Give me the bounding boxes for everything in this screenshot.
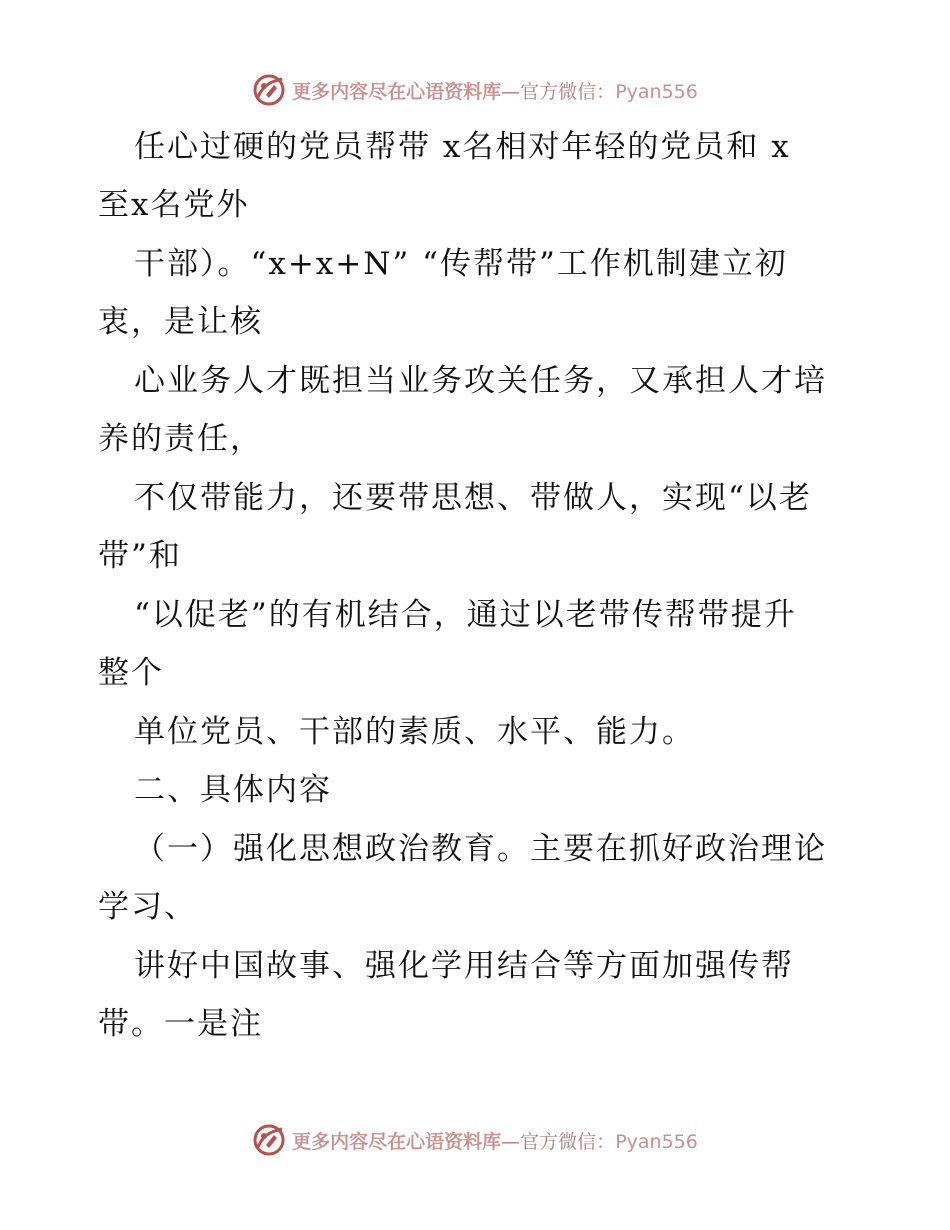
- body-line: 带”和: [98, 538, 182, 574]
- body-line: 整个: [98, 655, 164, 691]
- body-line: 带。一是注: [98, 1006, 263, 1042]
- banner-wechat-id: Pyan556: [615, 80, 698, 103]
- banner-wechat-label: 官方微信：: [520, 1130, 616, 1153]
- body-line: （一）强化思想政治教育。主要在抓好政治理论: [134, 831, 827, 867]
- body-line: 衷，是让核: [98, 304, 263, 340]
- banner-dash: —: [501, 80, 521, 103]
- body-line: 养的责任，: [98, 421, 263, 457]
- banner-text: [292, 1127, 698, 1154]
- body-line: “以促老”的有机结合，通过以老带传帮带提升: [134, 597, 797, 633]
- footer-banner: [0, 1120, 950, 1160]
- body-line: 干部）。“x+x+N” “传帮带”工作机制建立初: [134, 246, 788, 282]
- body-line: 讲好中国故事、强化学用结合等方面加强传帮: [134, 948, 794, 984]
- body-line: 任心过硬的党员帮带 x名相对年轻的党员和 x: [134, 129, 791, 165]
- banner-main-text: 更多内容尽在心语资料库: [292, 1130, 502, 1153]
- body-line: 心业务人才既担当业务攻关任务，又承担人才培: [134, 363, 827, 399]
- banner-wechat-id: Pyan556: [615, 1130, 698, 1153]
- banner-dash: —: [501, 1130, 521, 1153]
- banner-wechat-label: 官方微信：: [520, 80, 616, 103]
- body-line: 至x名党外: [98, 187, 250, 223]
- body-line: 不仅带能力，还要带思想、带做人，实现“以老: [134, 480, 812, 516]
- brand-logo-icon: [252, 1123, 286, 1157]
- section-heading: 二、具体内容: [134, 772, 332, 808]
- body-line: 单位党员、干部的素质、水平、能力。: [134, 714, 695, 750]
- banner-main-text: 更多内容尽在心语资料库: [292, 80, 502, 103]
- body-line: 学习、: [98, 889, 197, 925]
